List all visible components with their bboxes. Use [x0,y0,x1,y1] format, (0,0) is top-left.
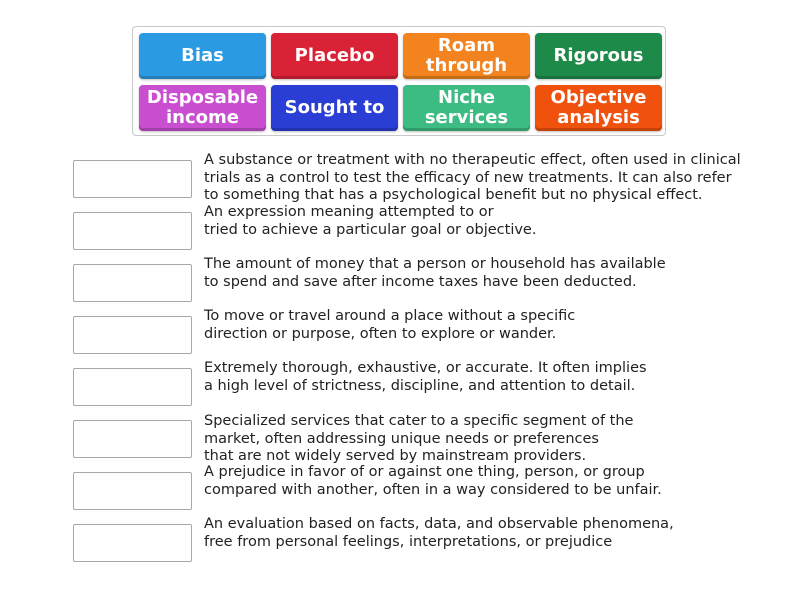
match-row [73,413,773,464]
tile-label: Disposable income [146,87,259,128]
drop-slot[interactable] [73,368,192,406]
tile-rigorous[interactable] [535,33,662,79]
tile-label: Bias [181,45,224,66]
definition-text: Specialized services that cater to a specific segment of the market, often addressing unique needs or preferences that are not widely served by mainstream providers. [204,413,634,464]
tile-label: Niche services [424,87,509,128]
drop-slot[interactable] [73,472,192,510]
drop-slot[interactable] [73,212,192,250]
definition-text: Extremely thorough, exhaustive, or accurate. It often implies a high level of strictness, discipline, and attention to detail. [204,360,647,394]
drop-slot[interactable] [73,160,192,198]
tile-label: Placebo [294,45,375,66]
tile-bias[interactable] [139,33,266,79]
match-row [73,308,773,356]
drop-slot[interactable] [73,420,192,458]
drop-slot[interactable] [73,524,192,562]
definition-text: A substance or treatment with no therapeutic effect, often used in clinical trials as a control to test the efficacy of new treatments. It can also refer to something that has a psychological benefit but no physical effect. [204,152,741,203]
match-row [73,256,773,304]
match-row [73,360,773,408]
tile-label: Rigorous [553,45,644,66]
word-bank [132,26,666,136]
match-row [73,204,773,252]
tile-placebo[interactable] [271,33,398,79]
tile-label: Objective analysis [550,87,647,128]
drop-slot[interactable] [73,264,192,302]
tile-sought-to[interactable] [271,85,398,131]
tile-roam-through[interactable] [403,33,530,79]
tile-objective-analysis[interactable] [535,85,662,131]
definition-text: A prejudice in favor of or against one thing, person, or group compared with another, often in a way considered to be unfair. [204,464,662,498]
definition-text: To move or travel around a place without a specific direction or purpose, often to explore or wander. [204,308,576,342]
definition-text: An expression meaning attempted to or tried to achieve a particular goal or objective. [204,204,537,238]
definition-text: An evaluation based on facts, data, and observable phenomena, free from personal feelings, interpretations, or prejudice [204,516,674,550]
definition-text: The amount of money that a person or household has available to spend and save after income taxes have been deducted. [204,256,666,290]
drop-slot[interactable] [73,316,192,354]
tile-niche-services[interactable] [403,85,530,131]
match-row [73,464,773,512]
tile-label: Roam through [425,35,508,76]
match-row [73,152,773,203]
tile-disposable-income[interactable] [139,85,266,131]
match-row [73,516,773,564]
tile-label: Sought to [284,97,385,118]
